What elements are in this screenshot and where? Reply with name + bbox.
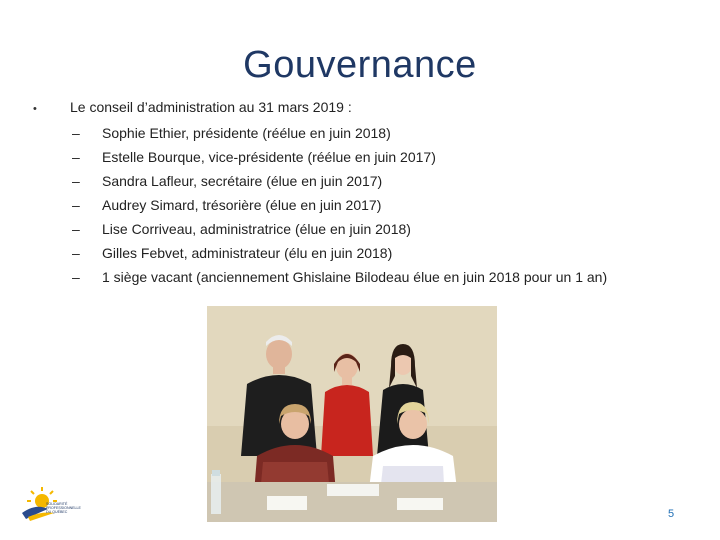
board-members-list bbox=[72, 125, 607, 293]
list-item bbox=[72, 245, 607, 269]
member-text: Audrey Simard, trésorière (élue en juin 2017) bbox=[102, 197, 382, 213]
dash-marker: – bbox=[72, 125, 80, 141]
dash-marker: – bbox=[72, 245, 80, 261]
member-text: Sophie Ethier, présidente (réélue en juin 2018) bbox=[102, 125, 391, 141]
list-item bbox=[72, 149, 607, 173]
dash-marker: – bbox=[72, 149, 80, 165]
list-item bbox=[72, 173, 607, 197]
page-number: 5 bbox=[668, 508, 675, 520]
member-text: Lise Corriveau, administratrice (élue en juin 2018) bbox=[102, 221, 411, 237]
member-text: Estelle Bourque, vice-présidente (réélue en juin 2017) bbox=[102, 149, 436, 165]
list-item bbox=[72, 197, 607, 221]
board-group-photo bbox=[207, 306, 497, 522]
list-item bbox=[72, 221, 607, 245]
list-item bbox=[72, 269, 607, 293]
dash-marker: – bbox=[72, 197, 80, 213]
dash-marker: – bbox=[72, 173, 80, 189]
slide-title: Gouvernance bbox=[243, 44, 477, 86]
member-text: Gilles Febvet, administrateur (élu en juin 2018) bbox=[102, 245, 393, 261]
intro-text: Le conseil d’administration au 31 mars 2019 : bbox=[70, 99, 352, 115]
list-item bbox=[72, 125, 607, 149]
bullet-marker: • bbox=[33, 103, 37, 115]
dash-marker: – bbox=[72, 269, 80, 285]
logo-text: SOLIDARITÉ PROFESSIONNELLE DU QUÉBEC bbox=[46, 502, 81, 515]
dash-marker: – bbox=[72, 221, 80, 237]
member-text: 1 siège vacant (anciennement Ghislaine Bilodeau élue en juin 2018 pour un 1 an) bbox=[102, 269, 608, 285]
member-text: Sandra Lafleur, secrétaire (élue en juin 2017) bbox=[102, 173, 383, 189]
